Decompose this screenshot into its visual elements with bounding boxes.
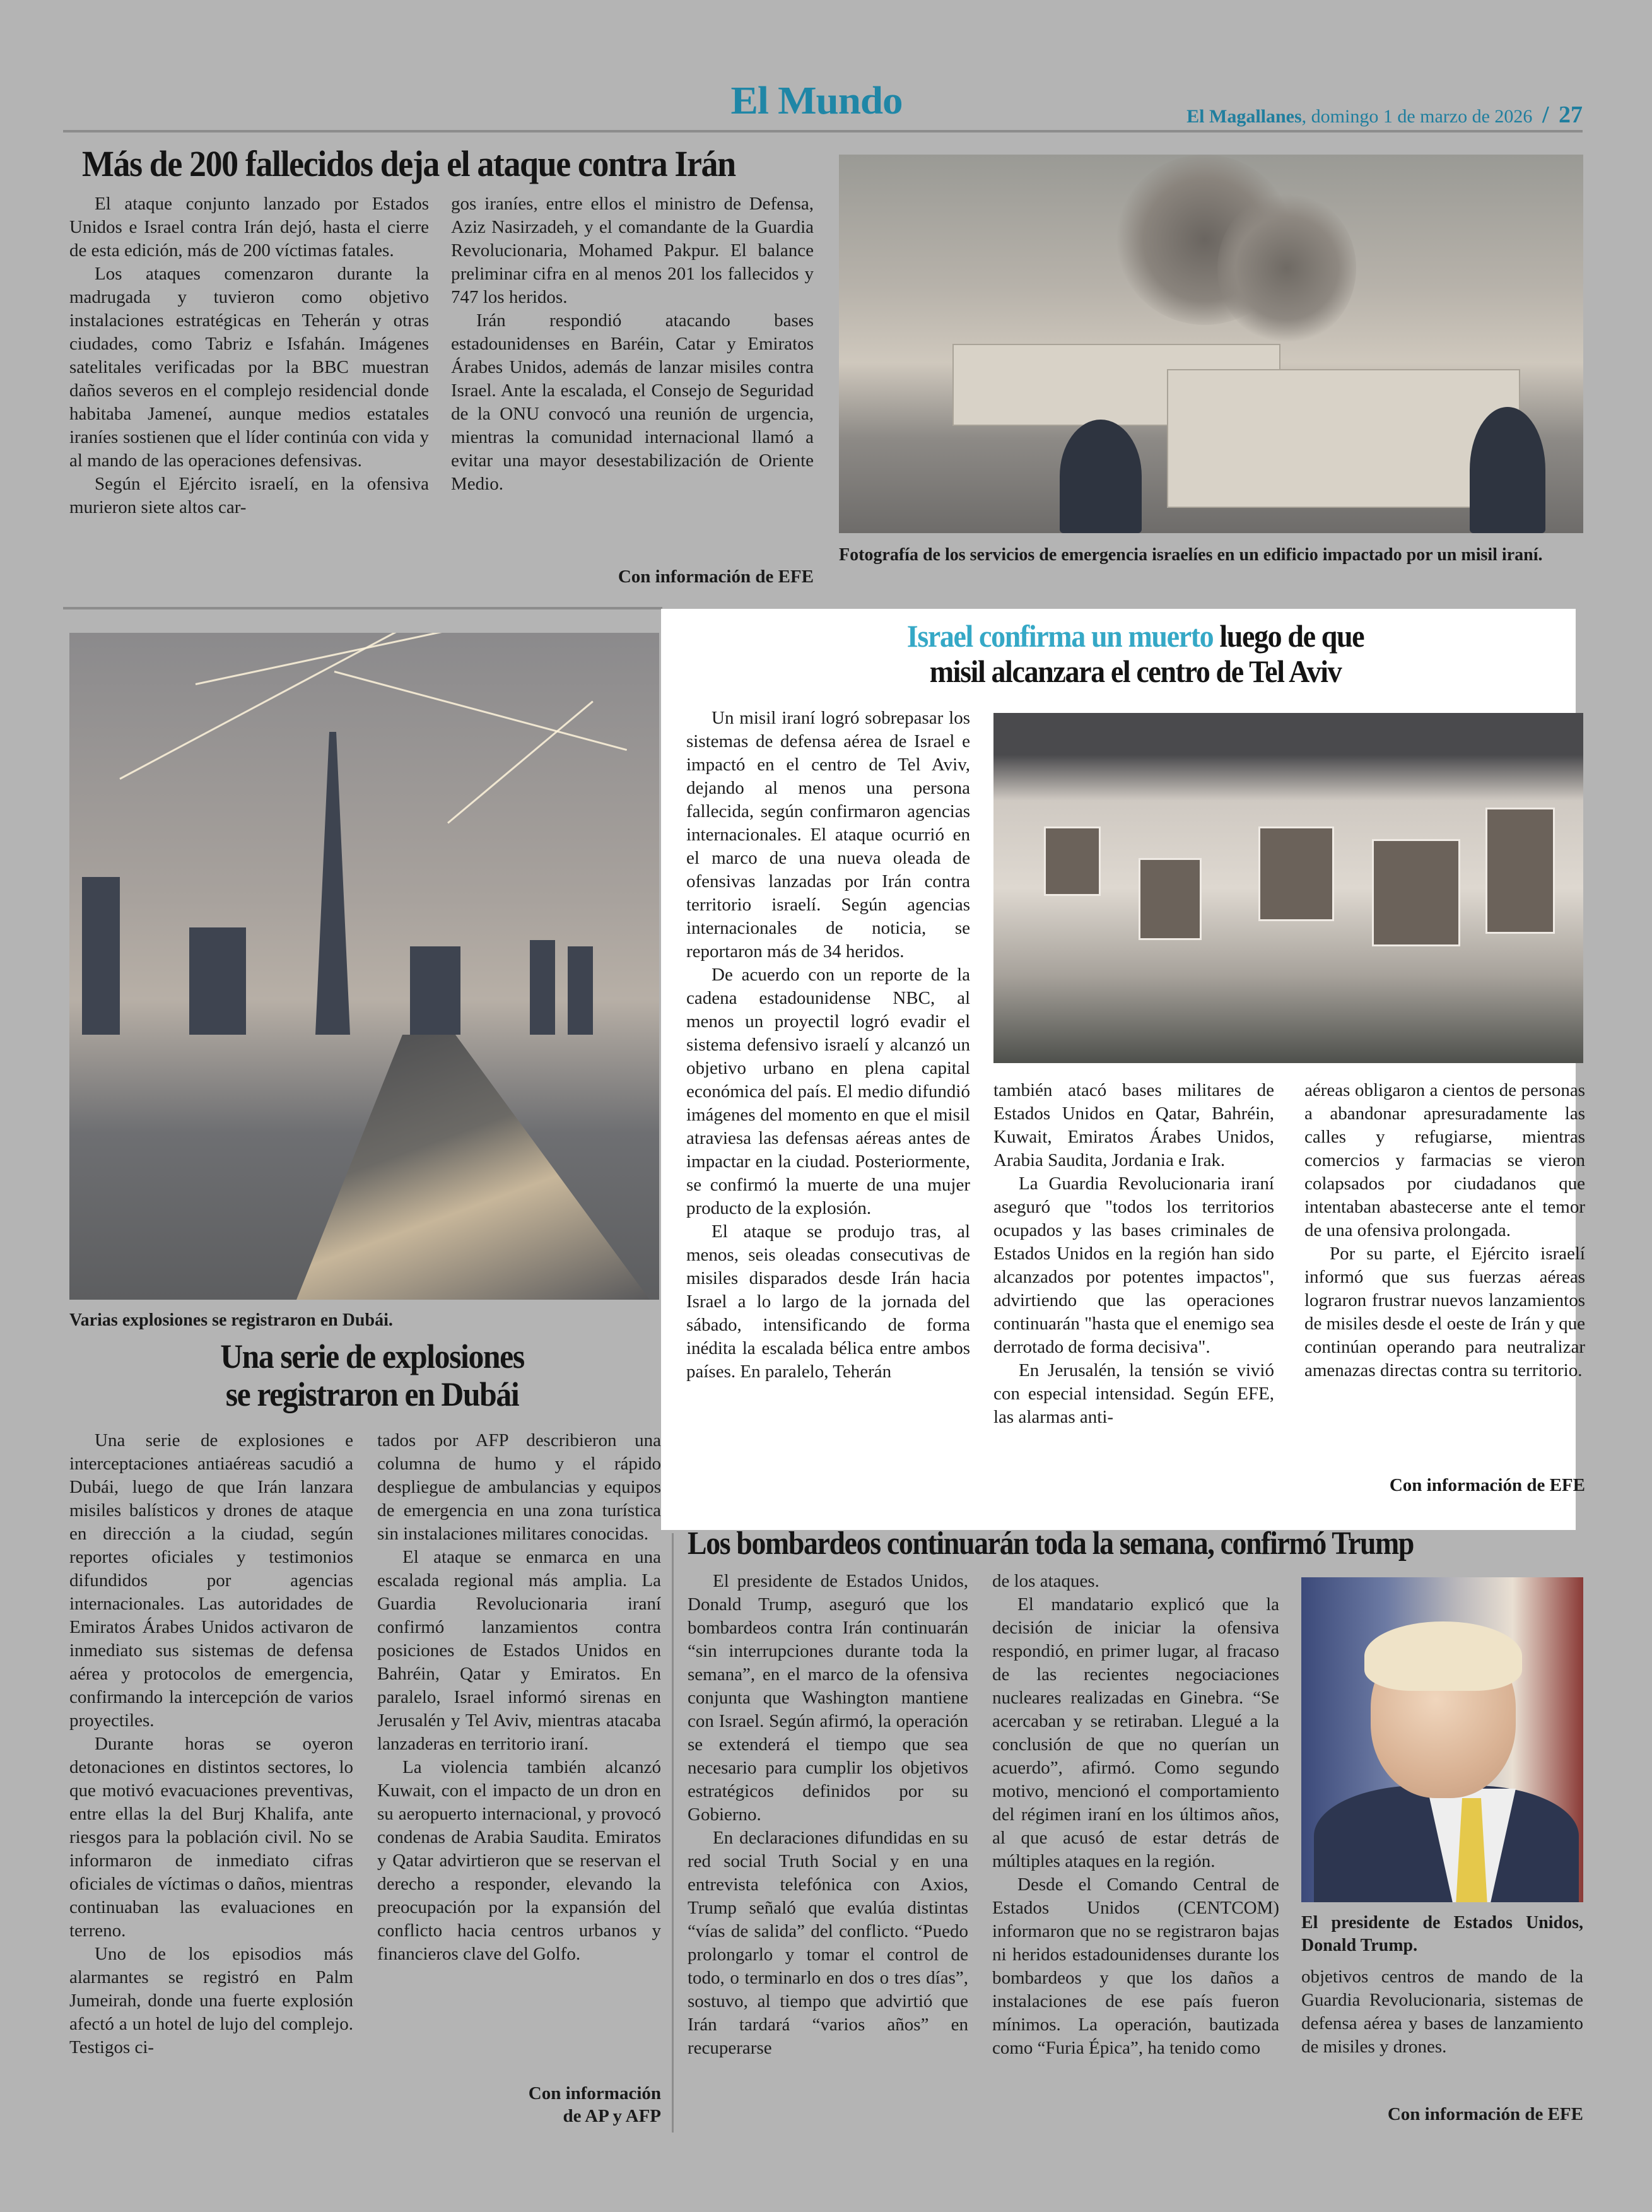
photo-iran-building-smoke <box>839 155 1583 533</box>
article3-col1-p2: Durante horas se oyeron detonaciones en distintos sectores, lo que motivó evacuaciones preventivas, entre ellas la del Burj Khalifa, ante riesgos para la población civil. No se informaron de inmediato cifras oficiales de víctimas o daños, mientras continuaban las evaluaciones en terreno. <box>69 1734 353 1941</box>
highway <box>296 1035 650 1300</box>
photo-donald-trump <box>1301 1577 1583 1902</box>
section-divider <box>63 607 662 609</box>
person-silhouette <box>1470 407 1545 533</box>
article4-photo-caption: El presidente de Estados Unidos, Donald Trump. <box>1301 1913 1583 1955</box>
article2-col2-p3: En Jerusalén, la tensión se vivió con especial intensidad. Según EFE, las alarmas anti- <box>993 1360 1274 1427</box>
article1-col1-p1: El ataque conjunto lanzado por Estados Unidos e Israel contra Irán dejó, hasta el cierre de esta edición, más de 200 víctimas fatales. <box>69 194 429 261</box>
article1-column-2 <box>451 192 814 496</box>
header-rule <box>63 130 1583 132</box>
article3-credit-line2: de AP y AFP <box>563 2106 661 2126</box>
article4-column-1 <box>688 1570 968 2060</box>
article4-col2-p3: Desde el Comando Central de Estados Unidos (CENTCOM) informaron que no se registraron bajas ni heridos estadounidenses durante los bombardeos y que los daños a instalaciones de ese país fueron mínimos. La operación, bautizada como “Furia Épica”, ha tenido como <box>992 1874 1279 2058</box>
article2-col2-p1: también atacó bases militares de Estados Unidos en Qatar, Bahréin, Kuwait, Emiratos Árabes Unidos, Arabia Saudita, Jordania e Irak. <box>993 1080 1274 1170</box>
article2-col3-p2: Por su parte, el Ejército israelí informó que sus fuerzas aéreas lograron frustrar nuevos lanzamientos de misiles desde el oeste de Irán y que continúan operando para neutralizar amenazas directas contra su territorio. <box>1304 1244 1585 1380</box>
smoke-plume <box>1217 192 1356 344</box>
article3-col2-p3: La violencia también alcanzó Kuwait, con el impacto de un dron en su aeropuerto internacional, y provocó condenas de Arabia Saudita. Emiratos y Qatar advirtieron que se reservan el derecho a responder, elevando la preocupación por la expansión del conflicto hacia centros urbanos y financieros clave del Golfo. <box>377 1757 661 1964</box>
article2-col1-p1: Un misil iraní logró sobrepasar los sistemas de defensa aérea de Israel e impactó en el centro de Tel Aviv, dejando al menos una persona fallecida, según confirmaron agencias internacionales. El ataque ocurrió en el marco de una nueva oleada de ofensivas lanzadas por Irán contra territorio israelí. Según agencias internacionales de noticia, se reportaron más de 34 heridos. <box>686 708 970 962</box>
window-damage <box>1485 808 1555 934</box>
article2-col3-p1: aéreas obligaron a cientos de personas a abandonar apresuradamente las calles y refugiarse, mientras comercios y farmacias se vieron colapsados por ciudadanos que intentaban abastecerse ante el temor de una ofensiva prolongada. <box>1304 1080 1585 1240</box>
skyscraper <box>82 877 120 1035</box>
article1-col2-p2: Irán respondió atacando bases estadounidenses en Baréin, Catar y Emiratos Árabes Unidos, además de lanzar misiles contra Israel. Ante la escalada, el Consejo de Seguridad de la ONU convocó una reunión de urgencia, mientras la comunidad internacional llamó a evitar una mayor desestabilización de Oriente Medio. <box>451 310 814 494</box>
burj-khalifa <box>315 732 350 1035</box>
publication-name: El Magallanes <box>1186 106 1302 127</box>
article1-col1-p3: Según el Ejército israelí, en la ofensiva murieron siete altos car- <box>69 474 429 517</box>
interception-trail <box>119 633 399 780</box>
article4-col3-p1: objetivos centros de mando de la Guardia Revolucionaria, sistemas de defensa aérea y bases de lanzamiento de misiles y drones. <box>1301 1967 1583 2057</box>
column-divider <box>672 1533 674 2133</box>
hair <box>1364 1621 1522 1691</box>
article3-headline-line1: Una serie de explosiones <box>220 1338 524 1375</box>
article4-credit: Con información de EFE <box>1387 2104 1583 2124</box>
skyscraper <box>568 946 593 1035</box>
building <box>1167 369 1520 508</box>
skyscraper <box>189 927 246 1035</box>
page-number: 27 <box>1559 102 1583 128</box>
article4-column-2 <box>992 1570 1279 2060</box>
article3-photo-caption: Varias explosiones se registraron en Dubái. <box>69 1310 393 1330</box>
skyscraper <box>530 940 555 1035</box>
article3-headline-line2: se registraron en Dubái <box>225 1375 519 1414</box>
article2-col1-p3: El ataque se produjo tras, al menos, seis oleadas consecutivas de misiles disparados desde Irán hacia Israel a lo largo de la jornada del sábado, intensificando de forma inédita la escalada bélica entre ambos países. En paralelo, Teherán <box>686 1221 970 1382</box>
article1-headline: Más de 200 fallecidos deja el ataque contra Irán <box>82 143 735 184</box>
article3-credit-line1: Con información <box>528 2083 661 2103</box>
article3-col1-p1: Una serie de explosiones e interceptaciones antiaéreas sacudió a Dubái, luego de que Irán lanzara misiles balísticos y drones de ataque en dirección a la ciudad, según reportes oficiales y testimonios difundidos por agencias internacionales. Las autoridades de Emiratos Árabes Unidos activaron de inmediato sus sistemas de defensa aérea y protocolos de emergencia, confirmando la intercepción de varios proyectiles. <box>69 1430 353 1731</box>
article1-col2-p1: gos iraníes, entre ellos el ministro de Defensa, Aziz Nasirzadeh, y el comandante de la Guardia Revolucionaria, Mohamed Pakpur. El balance preliminar cifra en al menos 201 los fallecidos y 747 los heridos. <box>451 194 814 307</box>
page-separator: / <box>1542 102 1549 128</box>
article3-credit <box>377 2082 661 2127</box>
article2-col1-p2: De acuerdo con un reporte de la cadena estadounidense NBC, al menos un proyectil logró evadir el sistema defensivo israelí y alcanzó un objetivo urbano en plena capital económica del país. El medio difundió imágenes del momento en que el misil atraviesa las defensas aéreas antes de impactar en la ciudad. Posteriormente, se confirmó la muerte de una mujer producto de la explosión. <box>686 965 970 1218</box>
article2-column-1 <box>686 707 970 1384</box>
photo-dubai-skyline <box>69 633 659 1300</box>
article2-headline-rest: luego de que <box>1213 618 1364 654</box>
article1-credit: Con información de EFE <box>618 567 814 587</box>
article2-headline-line2: misil alcanzara el centro de Tel Aviv <box>929 654 1342 689</box>
article4-headline: Los bombardeos continuarán toda la semana, confirmó Trump <box>688 1526 1414 1562</box>
publication-date-line <box>1186 101 1583 129</box>
window-damage <box>1372 839 1460 946</box>
section-title: El Mundo <box>730 79 903 122</box>
article3-col1-p3: Uno de los episodios más alarmantes se registró en Palm Jumeirah, donde una fuerte explosión afectó a un hotel de lujo del complejo. Testigos ci- <box>69 1944 353 2057</box>
photo-tel-aviv-damaged-building <box>993 713 1583 1063</box>
article4-col1-p2: En declaraciones difundidas en su red social Truth Social y en una entrevista telefónica con Axios, Trump señaló que evalúa distintas “vías de salida” del conflicto. “Puedo prolongarlo y tomar el control de todo, o terminarlo en dos o tres días”, sostuvo, al tiempo que advirtió que Irán tardará “varios años” en recuperarse <box>688 1828 968 2058</box>
article2-headline-accent: Israel confirma un muerto <box>906 618 1214 654</box>
article1-photo-caption: Fotografía de los servicios de emergencia israelíes en un edificio impactado por un misil iraní. <box>839 545 1543 565</box>
article4-col1-p1: El presidente de Estados Unidos, Donald Trump, aseguró que los bombardeos contra Irán continuarán “sin interrupciones durante toda la semana”, en el marco de la ofensiva conjunta que Washington mantiene con Israel. Según afirmó, la operación se extenderá el tiempo que sea necesario para cumplir los objetivos estratégicos definidos por su Gobierno. <box>688 1571 968 1825</box>
article3-col2-p2: El ataque se enmarca en una escalada regional más amplia. La Guardia Revolucionaria iraní confirmó lanzamientos contra posiciones de Estados Unidos en Bahréin, Qatar y Emiratos. En paralelo, Israel informó sirenas en Jerusalén y Tel Aviv, mientras atacaba lanzaderas en territorio iraní. <box>377 1547 661 1754</box>
window-damage <box>1258 827 1334 921</box>
article3-col2-p1: tados por AFP describieron una columna de humo y el rápido despliegue de ambulancias y equipos de emergencia en una zona turística sin instalaciones militares conocidas. <box>377 1430 661 1544</box>
article2-column-2 <box>993 1079 1274 1429</box>
article3-column-1 <box>69 1429 353 2059</box>
article1-col1-p2: Los ataques comenzaron durante la madrugada y tuvieron como objetivo instalaciones estratégicas en Teherán y otras ciudades, como Tabriz e Isfahán. Imágenes satelitales verificadas por la BBC muestran daños severos en el complejo residencial donde habitaba Jameneí, aunque medios estatales iraníes sostienen que el líder continúa con vida y al mando de las operaciones defensivas. <box>69 264 429 471</box>
article4-col2-p1: de los ataques. <box>992 1571 1099 1591</box>
article3-column-2 <box>377 1429 661 1966</box>
article4-col2-p2: El mandatario explicó que la decisión de iniciar la ofensiva respondió, en primer lugar, al fracaso de las recientes negociaciones nucleares realizadas en Ginebra. “Se acercaban y se retiraban. Llegué a la conclusión de que no querían un acuerdo”, afirmó. Como segundo motivo, mencionó el comportamiento del régimen iraní en los últimos años, al que acusó de estar detrás de múltiples ataques en la región. <box>992 1594 1279 1871</box>
article2-credit: Con información de EFE <box>1389 1475 1585 1495</box>
interception-trail <box>447 701 594 824</box>
article4-column-3 <box>1301 1965 1583 2059</box>
article2-headline <box>723 618 1547 689</box>
window-damage <box>1139 858 1202 940</box>
article2-col2-p2: La Guardia Revolucionaria iraní aseguró que "todos los territorios ocupados y las bases criminales de Estados Unidos en la región han sido alcanzados por potentes impactos", advirtiendo que las operaciones continuarán "hasta que el enemigo sea derrotado de forma decisiva". <box>993 1174 1274 1357</box>
article3-headline <box>105 1338 639 1414</box>
article1-column-1 <box>69 192 429 519</box>
publication-date: , domingo 1 de marzo de 2026 <box>1301 106 1533 127</box>
window-damage <box>1044 827 1101 896</box>
skyscraper <box>410 946 460 1035</box>
article2-column-3 <box>1304 1079 1585 1382</box>
interception-trail <box>334 671 627 751</box>
person-silhouette <box>1060 420 1142 533</box>
